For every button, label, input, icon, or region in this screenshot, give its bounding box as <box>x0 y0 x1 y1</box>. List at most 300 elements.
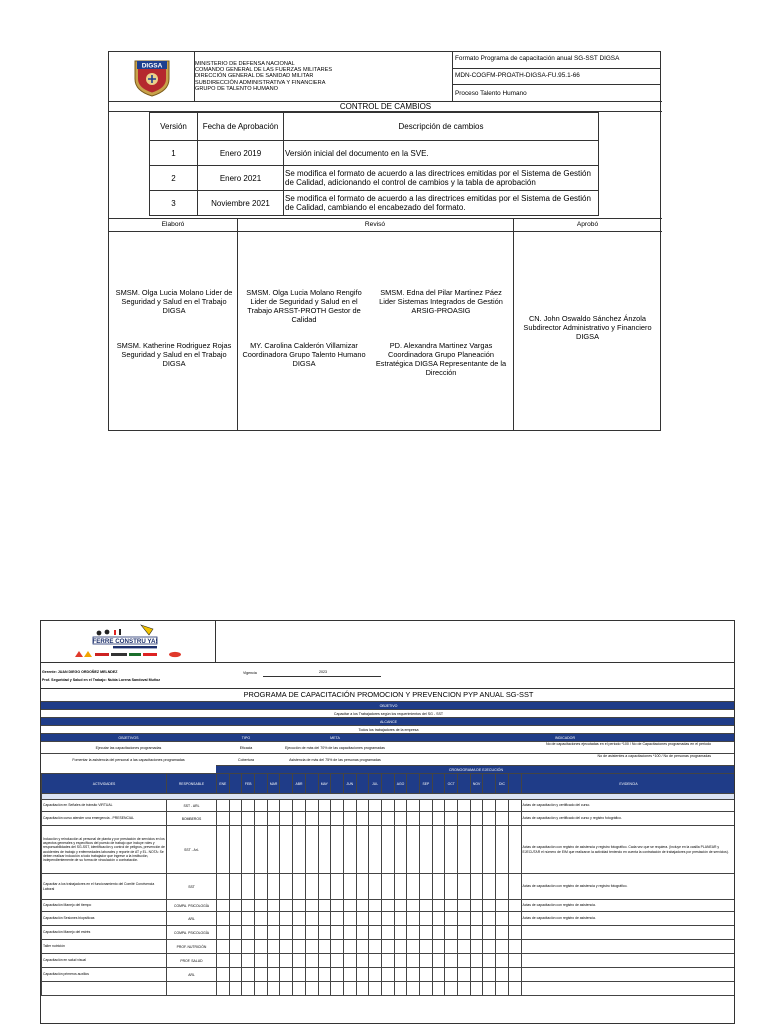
schedule-cell[interactable] <box>255 826 268 874</box>
schedule-cell[interactable] <box>445 954 458 968</box>
schedule-cell[interactable] <box>369 982 382 996</box>
schedule-cell[interactable] <box>445 812 458 826</box>
schedule-cell[interactable] <box>483 912 496 926</box>
schedule-cell[interactable] <box>381 900 394 912</box>
schedule-cell[interactable] <box>356 968 369 982</box>
schedule-cell[interactable] <box>369 812 382 826</box>
schedule-cell[interactable] <box>496 954 509 968</box>
schedule-cell[interactable] <box>458 874 471 900</box>
schedule-cell[interactable] <box>381 982 394 996</box>
schedule-cell[interactable] <box>381 926 394 940</box>
schedule-cell[interactable] <box>394 900 407 912</box>
svg-text:DIGSA: DIGSA <box>141 62 162 70</box>
schedule-cell[interactable] <box>280 874 293 900</box>
schedule-cell[interactable] <box>217 912 230 926</box>
schedule-cell[interactable] <box>229 874 242 900</box>
schedule-cell[interactable] <box>470 926 483 940</box>
schedule-cell[interactable] <box>343 826 356 874</box>
schedule-cell[interactable] <box>242 900 255 912</box>
program-header <box>41 621 735 663</box>
schedule-cell[interactable] <box>483 826 496 874</box>
schedule-cell[interactable] <box>420 800 433 812</box>
schedule-cell[interactable] <box>458 826 471 874</box>
schedule-cell[interactable] <box>242 968 255 982</box>
table-row <box>150 166 599 191</box>
schedule-cell[interactable] <box>394 812 407 826</box>
schedule-cell[interactable] <box>267 968 280 982</box>
institution-line: SUBDIRECCIÓN ADMINISTRATIVA Y FINANCIERA <box>195 79 326 86</box>
schedule-cell[interactable] <box>217 968 230 982</box>
schedule-cell[interactable] <box>305 900 318 912</box>
schedule-cell[interactable] <box>217 826 230 874</box>
schedule-cell[interactable] <box>381 800 394 812</box>
schedule-cell[interactable] <box>229 912 242 926</box>
schedule-cell[interactable] <box>229 926 242 940</box>
schedule-cell[interactable] <box>305 940 318 954</box>
schedule-cell[interactable] <box>267 900 280 912</box>
schedule-cell[interactable] <box>483 926 496 940</box>
schedule-cell[interactable] <box>305 926 318 940</box>
schedule-cell[interactable] <box>305 982 318 996</box>
desc-cell: Se modifica el formato de acuerdo a las directrices emitidas por el Sistema de Gestión de Calidad, adicionando el control de cambios y la tabla de aprobación <box>284 166 599 191</box>
schedule-cell[interactable] <box>343 800 356 812</box>
schedule-cell[interactable] <box>432 912 445 926</box>
schedule-cell[interactable] <box>407 968 420 982</box>
schedule-cell[interactable] <box>255 926 268 940</box>
schedule-cell[interactable] <box>496 940 509 954</box>
schedule-cell[interactable] <box>318 912 331 926</box>
schedule-cell[interactable] <box>458 912 471 926</box>
schedule-cell[interactable] <box>381 912 394 926</box>
schedule-cell[interactable] <box>293 940 306 954</box>
schedule-cell[interactable] <box>356 982 369 996</box>
month-header <box>432 774 445 794</box>
schedule-cell[interactable] <box>381 812 394 826</box>
schedule-cell[interactable] <box>331 826 344 874</box>
schedule-cell[interactable] <box>356 874 369 900</box>
schedule-cell[interactable] <box>394 954 407 968</box>
schedule-cell[interactable] <box>483 940 496 954</box>
schedule-cell[interactable] <box>407 812 420 826</box>
schedule-cell[interactable] <box>445 926 458 940</box>
schedule-cell[interactable] <box>318 800 331 812</box>
schedule-cell[interactable] <box>369 874 382 900</box>
schedule-cell[interactable] <box>217 926 230 940</box>
schedule-cell[interactable] <box>217 954 230 968</box>
schedule-cell[interactable] <box>356 900 369 912</box>
schedule-cell[interactable] <box>445 912 458 926</box>
schedule-cell[interactable] <box>343 812 356 826</box>
elaboro-signature-2: SMSM. Katherine Rodriguez Rojas Seguridad y Salud en el Trabajo DIGSA <box>116 341 232 368</box>
schedule-cell[interactable] <box>280 812 293 826</box>
institution-block <box>195 52 453 102</box>
schedule-cell[interactable] <box>267 912 280 926</box>
schedule-cell[interactable] <box>496 900 509 912</box>
schedule-cell[interactable] <box>318 926 331 940</box>
schedule-cell[interactable] <box>331 874 344 900</box>
schedule-cell[interactable] <box>255 940 268 954</box>
month-header <box>356 774 369 794</box>
schedule-cell[interactable] <box>483 982 496 996</box>
schedule-cell[interactable] <box>280 982 293 996</box>
schedule-cell[interactable] <box>242 826 255 874</box>
schedule-cell[interactable] <box>369 912 382 926</box>
institution-line: DIRECCIÓN GENERAL DE SANIDAD MILITAR <box>195 73 314 80</box>
schedule-cell[interactable] <box>420 826 433 874</box>
schedule-cell[interactable] <box>331 812 344 826</box>
schedule-cell[interactable] <box>483 800 496 812</box>
schedule-cell[interactable] <box>217 982 230 996</box>
schedule-cell[interactable] <box>242 874 255 900</box>
schedule-cell[interactable] <box>343 912 356 926</box>
schedule-cell[interactable] <box>381 954 394 968</box>
schedule-cell[interactable] <box>229 954 242 968</box>
table-row <box>42 912 736 926</box>
schedule-cell[interactable] <box>508 874 521 900</box>
schedule-cell[interactable] <box>458 800 471 812</box>
schedule-cell[interactable] <box>445 900 458 912</box>
schedule-cell[interactable] <box>420 982 433 996</box>
schedule-cell[interactable] <box>293 812 306 826</box>
schedule-cell[interactable] <box>381 826 394 874</box>
schedule-cell[interactable] <box>305 968 318 982</box>
table-row <box>42 826 736 874</box>
schedule-cell[interactable] <box>470 912 483 926</box>
schedule-cell[interactable] <box>369 800 382 812</box>
actividades-header: ACTIVIDADES <box>42 774 167 794</box>
schedule-cell[interactable] <box>420 912 433 926</box>
schedule-cell[interactable] <box>242 982 255 996</box>
schedule-cell[interactable] <box>445 940 458 954</box>
schedule-cell[interactable] <box>318 812 331 826</box>
schedule-cell[interactable] <box>369 940 382 954</box>
schedule-cell[interactable] <box>483 874 496 900</box>
schedule-cell[interactable] <box>331 968 344 982</box>
schedule-cell[interactable] <box>255 954 268 968</box>
schedule-cell[interactable] <box>305 874 318 900</box>
schedule-cell[interactable] <box>318 982 331 996</box>
schedule-cell[interactable] <box>381 874 394 900</box>
objective-columns-header <box>41 733 735 741</box>
activity-cell: Capacitar a los trabajadores en el funcionamiento del Comité Convivencia Laboral <box>42 874 167 900</box>
schedule-cell[interactable] <box>445 968 458 982</box>
schedule-cell[interactable] <box>496 812 509 826</box>
schedule-cell[interactable] <box>293 874 306 900</box>
evidence-cell <box>521 968 735 982</box>
schedule-cell[interactable] <box>420 874 433 900</box>
schedule-cell[interactable] <box>369 954 382 968</box>
schedule-cell[interactable] <box>229 826 242 874</box>
schedule-cell[interactable] <box>343 954 356 968</box>
schedule-cell[interactable] <box>280 800 293 812</box>
schedule-cell[interactable] <box>483 812 496 826</box>
schedule-cell[interactable] <box>432 900 445 912</box>
schedule-cell[interactable] <box>356 954 369 968</box>
schedule-cell[interactable] <box>318 968 331 982</box>
schedule-cell[interactable] <box>445 982 458 996</box>
activity-cell: Capacitación Manejo del estrés <box>42 926 167 940</box>
schedule-cell[interactable] <box>343 926 356 940</box>
meta-cell: Asistencia de más del 75% de las personas programadas <box>289 758 381 762</box>
schedule-cell[interactable] <box>483 954 496 968</box>
schedule-cell[interactable] <box>445 874 458 900</box>
schedule-cell[interactable] <box>343 982 356 996</box>
schedule-cell[interactable] <box>280 940 293 954</box>
schedule-cell[interactable] <box>508 982 521 996</box>
schedule-cell[interactable] <box>407 874 420 900</box>
activity-cell: Inducción y reinducción al personal de planta y por prestación de servicios en los aspectos generales y específicos del puesto de trabajo que incluye roles y responsabilidades del SG-SST, identificación y control de peligros, prevención de accidentes de trabajo y enfermedades laborales y reporte de AT y EL. NOTA: Se deben realizar inducción a todo trabajador que ingrese a la institución, independientemente de su forma de vinculación o contratación. <box>42 826 167 874</box>
schedule-cell[interactable] <box>407 982 420 996</box>
schedule-cell[interactable] <box>508 800 521 812</box>
schedule-cell[interactable] <box>394 826 407 874</box>
schedule-cell[interactable] <box>407 826 420 874</box>
schedule-cell[interactable] <box>356 940 369 954</box>
schedule-cell[interactable] <box>305 812 318 826</box>
schedule-cell[interactable] <box>407 912 420 926</box>
schedule-cell[interactable] <box>470 800 483 812</box>
schedule-cell[interactable] <box>496 926 509 940</box>
schedule-cell[interactable] <box>331 800 344 812</box>
schedule-cell[interactable] <box>267 954 280 968</box>
schedule-cell[interactable] <box>305 912 318 926</box>
schedule-cell[interactable] <box>420 926 433 940</box>
schedule-cell[interactable] <box>242 800 255 812</box>
schedule-cell[interactable] <box>381 968 394 982</box>
schedule-cell[interactable] <box>432 926 445 940</box>
schedule-cell[interactable] <box>458 954 471 968</box>
schedule-cell[interactable] <box>305 954 318 968</box>
schedule-cell[interactable] <box>217 800 230 812</box>
month-header: JUN <box>343 774 356 794</box>
schedule-cell[interactable] <box>508 968 521 982</box>
schedule-cell[interactable] <box>381 940 394 954</box>
schedule-cell[interactable] <box>267 982 280 996</box>
schedule-cell[interactable] <box>496 968 509 982</box>
schedule-cell[interactable] <box>394 926 407 940</box>
schedule-cell[interactable] <box>394 874 407 900</box>
schedule-cell[interactable] <box>293 900 306 912</box>
schedule-cell[interactable] <box>217 812 230 826</box>
schedule-cell[interactable] <box>217 900 230 912</box>
schedule-cell[interactable] <box>432 826 445 874</box>
schedule-cell[interactable] <box>267 874 280 900</box>
schedule-cell[interactable] <box>496 800 509 812</box>
schedule-cell[interactable] <box>458 926 471 940</box>
schedule-cell[interactable] <box>255 800 268 812</box>
schedule-cell[interactable] <box>432 954 445 968</box>
signature-header <box>109 218 662 232</box>
schedule-cell[interactable] <box>508 912 521 926</box>
vigencia-label: Vigencia <box>243 671 257 675</box>
schedule-cell[interactable] <box>343 940 356 954</box>
schedule-cell[interactable] <box>293 954 306 968</box>
schedule-cell[interactable] <box>318 826 331 874</box>
schedule-cell[interactable] <box>483 968 496 982</box>
schedule-cell[interactable] <box>255 912 268 926</box>
schedule-cell[interactable] <box>369 826 382 874</box>
schedule-cell[interactable] <box>420 968 433 982</box>
schedule-cell[interactable] <box>343 874 356 900</box>
schedule-cell[interactable] <box>420 940 433 954</box>
activity-cell: Capacitación Sesiones biopsíticas <box>42 912 167 926</box>
schedule-cell[interactable] <box>420 954 433 968</box>
schedule-cell[interactable] <box>267 926 280 940</box>
schedule-cell[interactable] <box>407 800 420 812</box>
schedule-cell[interactable] <box>255 968 268 982</box>
schedule-cell[interactable] <box>369 900 382 912</box>
schedule-cell[interactable] <box>293 926 306 940</box>
schedule-cell[interactable] <box>305 800 318 812</box>
schedule-cell[interactable] <box>242 912 255 926</box>
schedule-cell[interactable] <box>217 874 230 900</box>
schedule-cell[interactable] <box>331 940 344 954</box>
schedule-cell[interactable] <box>343 900 356 912</box>
schedule-cell[interactable] <box>369 968 382 982</box>
schedule-cell[interactable] <box>420 900 433 912</box>
schedule-cell[interactable] <box>394 940 407 954</box>
schedule-cell[interactable] <box>432 940 445 954</box>
schedule-cell[interactable] <box>432 874 445 900</box>
schedule-cell[interactable] <box>229 968 242 982</box>
schedule-cell[interactable] <box>508 826 521 874</box>
schedule-cell[interactable] <box>470 940 483 954</box>
evidence-cell: Actas de capacitación con registro de asistencia y registro fotográfico. <box>521 874 735 900</box>
schedule-cell[interactable] <box>293 912 306 926</box>
schedule-cell[interactable] <box>470 874 483 900</box>
schedule-cell[interactable] <box>356 826 369 874</box>
schedule-cell[interactable] <box>255 812 268 826</box>
schedule-cell[interactable] <box>267 800 280 812</box>
schedule-cell[interactable] <box>356 800 369 812</box>
schedule-cell[interactable] <box>508 812 521 826</box>
schedule-cell[interactable] <box>496 826 509 874</box>
schedule-cell[interactable] <box>394 912 407 926</box>
schedule-cell[interactable] <box>267 826 280 874</box>
schedule-cell[interactable] <box>229 940 242 954</box>
schedule-cell[interactable] <box>331 926 344 940</box>
changes-header-row <box>150 113 599 141</box>
schedule-cell[interactable] <box>280 826 293 874</box>
version-cell: 1 <box>150 141 198 166</box>
schedule-cell[interactable] <box>420 812 433 826</box>
schedule-cell[interactable] <box>331 900 344 912</box>
schedule-cell[interactable] <box>267 940 280 954</box>
schedule-cell[interactable] <box>432 800 445 812</box>
schedule-cell[interactable] <box>369 926 382 940</box>
schedule-cell[interactable] <box>242 940 255 954</box>
schedule-cell[interactable] <box>432 982 445 996</box>
schedule-cell[interactable] <box>331 912 344 926</box>
schedule-cell[interactable] <box>318 874 331 900</box>
month-header <box>229 774 242 794</box>
schedule-cell[interactable] <box>318 900 331 912</box>
schedule-cell[interactable] <box>508 926 521 940</box>
schedule-cell[interactable] <box>508 954 521 968</box>
schedule-cell[interactable] <box>394 800 407 812</box>
schedule-cell[interactable] <box>445 826 458 874</box>
schedule-cell[interactable] <box>242 926 255 940</box>
schedule-cell[interactable] <box>432 812 445 826</box>
schedule-cell[interactable] <box>280 926 293 940</box>
schedule-cell[interactable] <box>458 968 471 982</box>
objetivos-label: OBJETIVOS <box>118 736 139 740</box>
activities-table <box>41 773 735 996</box>
schedule-cell[interactable] <box>470 954 483 968</box>
schedule-cell[interactable] <box>280 912 293 926</box>
schedule-cell[interactable] <box>432 968 445 982</box>
schedule-cell[interactable] <box>496 874 509 900</box>
schedule-cell[interactable] <box>217 940 230 954</box>
schedule-cell[interactable] <box>229 900 242 912</box>
schedule-cell[interactable] <box>508 940 521 954</box>
schedule-cell[interactable] <box>356 926 369 940</box>
schedule-cell[interactable] <box>280 954 293 968</box>
schedule-cell[interactable] <box>293 968 306 982</box>
schedule-cell[interactable] <box>242 812 255 826</box>
schedule-cell[interactable] <box>445 800 458 812</box>
schedule-cell[interactable] <box>394 982 407 996</box>
schedule-cell[interactable] <box>343 968 356 982</box>
alcance-text: Todos los trabajadores de la empresa <box>41 725 735 733</box>
schedule-cell[interactable] <box>356 912 369 926</box>
schedule-cell[interactable] <box>394 968 407 982</box>
schedule-cell[interactable] <box>255 900 268 912</box>
schedule-cell[interactable] <box>496 912 509 926</box>
schedule-cell[interactable] <box>280 900 293 912</box>
schedule-cell[interactable] <box>496 982 509 996</box>
schedule-cell[interactable] <box>318 940 331 954</box>
month-header: AGO <box>394 774 407 794</box>
schedule-cell[interactable] <box>407 926 420 940</box>
schedule-cell[interactable] <box>470 812 483 826</box>
schedule-cell[interactable] <box>293 800 306 812</box>
schedule-cell[interactable] <box>242 954 255 968</box>
schedule-cell[interactable] <box>331 982 344 996</box>
schedule-cell[interactable] <box>293 826 306 874</box>
schedule-cell[interactable] <box>280 968 293 982</box>
schedule-cell[interactable] <box>331 954 344 968</box>
schedule-cell[interactable] <box>293 982 306 996</box>
schedule-cell[interactable] <box>483 900 496 912</box>
schedule-cell[interactable] <box>255 982 268 996</box>
schedule-cell[interactable] <box>229 800 242 812</box>
schedule-cell[interactable] <box>305 826 318 874</box>
activity-cell <box>42 982 167 996</box>
schedule-cell[interactable] <box>267 812 280 826</box>
schedule-cell[interactable] <box>407 940 420 954</box>
schedule-cell[interactable] <box>458 812 471 826</box>
date-cell: Enero 2019 <box>198 141 284 166</box>
objective-cell: Ejecutar las capacitaciones programadas <box>95 746 162 750</box>
schedule-cell[interactable] <box>356 812 369 826</box>
schedule-cell[interactable] <box>458 982 471 996</box>
schedule-cell[interactable] <box>470 982 483 996</box>
schedule-cell[interactable] <box>318 954 331 968</box>
schedule-cell[interactable] <box>458 940 471 954</box>
desc-header: Descripción de cambios <box>284 113 599 141</box>
schedule-cell[interactable] <box>470 900 483 912</box>
schedule-cell[interactable] <box>470 826 483 874</box>
schedule-cell[interactable] <box>407 900 420 912</box>
schedule-cell[interactable] <box>458 900 471 912</box>
schedule-cell[interactable] <box>229 982 242 996</box>
schedule-cell[interactable] <box>407 954 420 968</box>
schedule-cell[interactable] <box>470 968 483 982</box>
month-header <box>280 774 293 794</box>
schedule-cell[interactable] <box>255 874 268 900</box>
schedule-cell[interactable] <box>229 812 242 826</box>
schedule-cell[interactable] <box>508 900 521 912</box>
